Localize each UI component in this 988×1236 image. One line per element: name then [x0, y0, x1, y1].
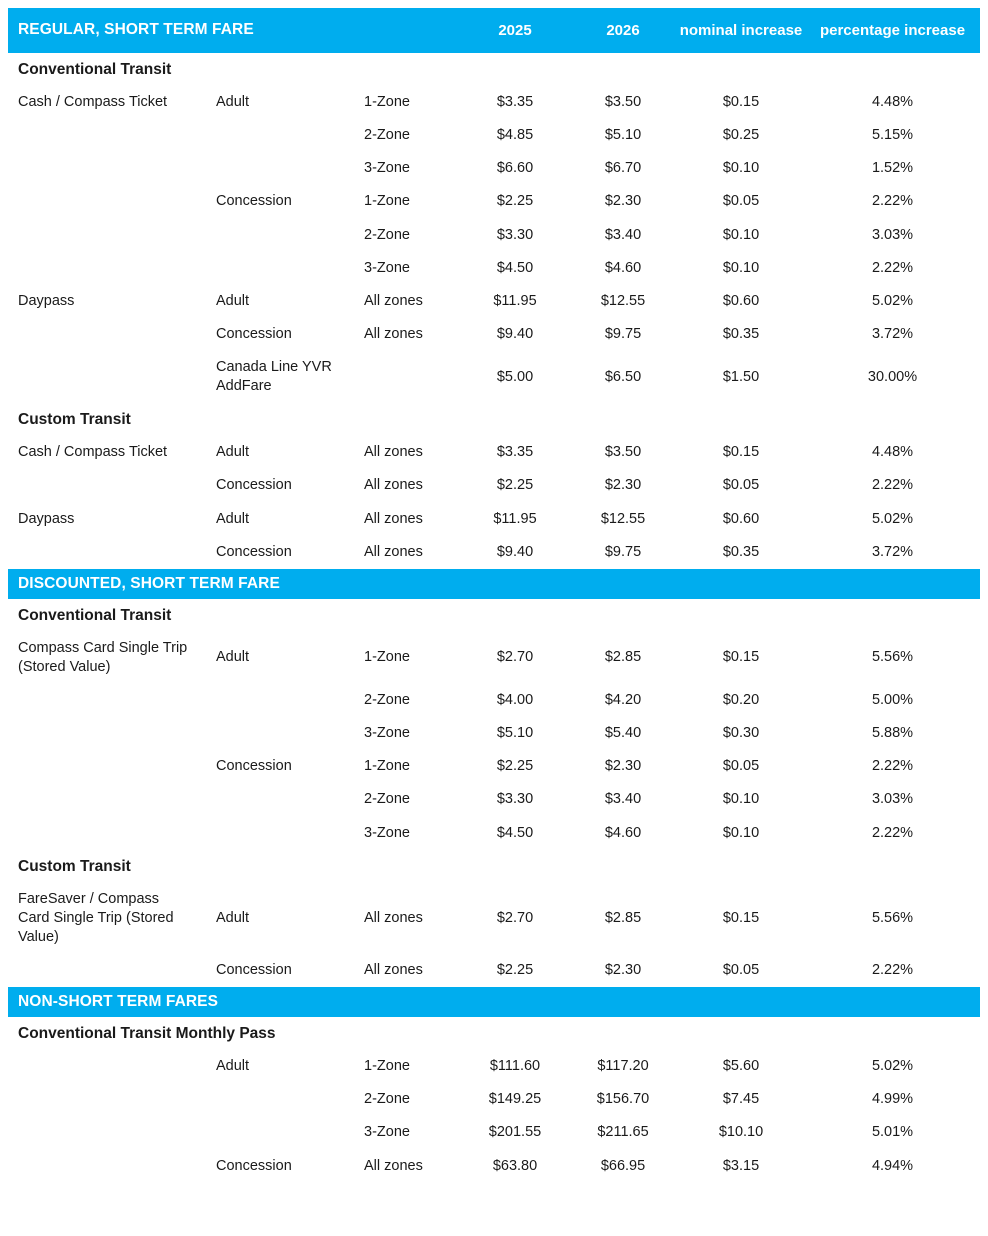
cell-zone: 2-Zone [364, 692, 410, 708]
cell-fare-2026: $6.70 [604, 160, 642, 177]
cell-percentage-increase: 5.56% [871, 649, 914, 666]
cell-nominal-increase: $0.15 [722, 94, 760, 110]
cell-fare-type [8, 783, 198, 816]
header-col-2026: 2026 [569, 8, 677, 53]
cell-percentage-increase: 5.56% [871, 909, 914, 926]
cell-fare-type [8, 717, 198, 750]
section-band-row [8, 987, 980, 1017]
cell-nominal-increase: $0.60 [722, 510, 760, 527]
cell-fare-2025: $6.60 [496, 160, 534, 177]
cell-zone: 3-Zone [364, 1124, 410, 1141]
subgroup-heading-row [8, 599, 980, 632]
cell-zone: 1-Zone [364, 1058, 410, 1075]
table-row [8, 632, 980, 684]
cell-nominal-increase: $0.15 [722, 444, 760, 461]
subgroup-heading-label: Conventional Transit Monthly Pass [18, 1025, 276, 1043]
header-col-2025: 2025 [461, 8, 569, 53]
cell-fare-2026: $2.85 [604, 909, 642, 926]
cell-fare-2026: $12.55 [600, 292, 646, 309]
cell-nominal-increase: $0.10 [722, 226, 760, 243]
table-header-bar [8, 8, 980, 53]
cell-percentage-increase: 4.48% [871, 444, 914, 461]
cell-fare-2025: $11.95 [493, 510, 537, 527]
cell-rider-category: Adult [216, 1058, 250, 1075]
header-section-title: REGULAR, SHORT TERM FARE [8, 8, 461, 53]
table-row [8, 883, 980, 954]
cell-fare-type [8, 1116, 198, 1149]
section-band-row [8, 569, 980, 599]
cell-fare-type [8, 469, 198, 502]
table-row [8, 351, 980, 403]
cell-fare-2026: $4.60 [604, 259, 642, 276]
cell-rider-category: Concession [216, 758, 292, 775]
cell-fare-2026: $2.30 [604, 962, 642, 978]
subgroup-heading-row [8, 53, 980, 86]
cell-nominal-increase: $0.05 [722, 758, 760, 775]
cell-fare-2026: $9.75 [604, 325, 642, 342]
cell-fare-2025: $4.50 [496, 259, 534, 276]
cell-fare-2025: $3.30 [496, 226, 534, 243]
table-row [8, 86, 980, 119]
cell-nominal-increase: $0.35 [722, 543, 760, 560]
cell-rider-category: Concession [216, 543, 292, 560]
cell-percentage-increase: 1.52% [871, 160, 914, 177]
cell-fare-type: Compass Card Single Trip (Stored Value) [18, 639, 188, 675]
cell-rider-category: Adult [216, 94, 250, 110]
cell-fare-2025: $3.35 [496, 94, 534, 110]
cell-nominal-increase: $0.10 [722, 259, 760, 276]
table-row [8, 1083, 980, 1116]
cell-percentage-increase: 3.03% [871, 226, 914, 243]
cell-zone [356, 351, 461, 403]
cell-nominal-increase: $0.05 [722, 477, 760, 494]
cell-fare-type: Cash / Compass Ticket [18, 94, 168, 110]
subgroup-heading-label: Custom Transit [18, 411, 131, 429]
cell-fare-2026: $2.85 [604, 649, 642, 666]
section-band-label: DISCOUNTED, SHORT TERM FARE [8, 569, 980, 599]
cell-fare-type [8, 185, 198, 218]
cell-nominal-increase: $0.10 [722, 160, 760, 177]
cell-nominal-increase: $7.45 [722, 1091, 760, 1108]
cell-zone: All zones [364, 962, 423, 978]
table-row [8, 185, 980, 218]
subgroup-heading-label: Conventional Transit [18, 61, 172, 78]
cell-zone: 1-Zone [364, 758, 410, 775]
cell-zone: 2-Zone [364, 127, 410, 144]
cell-rider-category [198, 1116, 356, 1149]
cell-zone: 1-Zone [364, 649, 410, 666]
cell-percentage-increase: 30.00% [867, 368, 918, 385]
table-row [8, 285, 980, 318]
cell-percentage-increase: 4.48% [871, 94, 914, 110]
cell-percentage-increase: 2.22% [871, 477, 914, 494]
cell-fare-2026: $3.50 [604, 94, 642, 110]
table-row [8, 318, 980, 351]
cell-percentage-increase: 4.94% [871, 1157, 914, 1174]
cell-rider-category: Concession [216, 962, 292, 978]
table-row [8, 783, 980, 816]
header-col-nominal-increase: nominal increase [677, 8, 805, 53]
cell-nominal-increase: $0.10 [722, 791, 760, 808]
cell-rider-category [198, 783, 356, 816]
cell-fare-2025: $201.55 [488, 1124, 542, 1141]
cell-zone: All zones [364, 292, 423, 309]
cell-fare-2025: $2.25 [496, 193, 534, 210]
cell-nominal-increase: $0.25 [722, 127, 760, 144]
cell-nominal-increase: $0.20 [722, 692, 760, 708]
cell-fare-2026: $2.30 [604, 477, 642, 494]
subgroup-heading-label: Custom Transit [18, 857, 131, 875]
cell-fare-2026: $4.60 [604, 824, 642, 841]
subgroup-heading-row [8, 403, 980, 436]
cell-percentage-increase: 3.72% [871, 543, 914, 560]
cell-fare-2025: $3.35 [496, 444, 534, 461]
cell-nominal-increase: $0.15 [722, 909, 760, 926]
cell-percentage-increase: 5.00% [871, 692, 914, 708]
cell-nominal-increase: $0.15 [722, 649, 760, 666]
cell-zone: 2-Zone [364, 1091, 410, 1108]
table-row [8, 954, 980, 987]
cell-zone: 2-Zone [364, 226, 410, 243]
cell-fare-2026: $5.40 [604, 725, 642, 742]
cell-fare-2026: $12.55 [600, 510, 646, 527]
cell-fare-2025: $4.50 [496, 824, 534, 841]
cell-nominal-increase: $0.30 [722, 725, 760, 742]
table-row [8, 152, 980, 185]
cell-fare-type [8, 750, 198, 783]
cell-fare-2025: $2.25 [496, 962, 534, 978]
cell-rider-category: Adult [216, 909, 250, 926]
cell-percentage-increase: 4.99% [871, 1091, 914, 1108]
cell-fare-type [8, 817, 198, 850]
subgroup-heading-label: Conventional Transit [18, 606, 172, 624]
cell-fare-2025: $9.40 [496, 325, 534, 342]
cell-fare-2026: $156.70 [596, 1091, 650, 1108]
cell-fare-type [8, 318, 198, 351]
cell-fare-2025: $111.60 [489, 1058, 541, 1075]
fare-table-body [8, 8, 980, 1183]
cell-zone: 1-Zone [364, 193, 410, 210]
cell-nominal-increase: $1.50 [722, 368, 760, 385]
subgroup-heading-row [8, 850, 980, 883]
table-row [8, 750, 980, 783]
cell-zone: 2-Zone [364, 791, 410, 808]
cell-rider-category: Adult [216, 292, 250, 309]
fare-table [8, 8, 980, 1183]
cell-fare-2025: $2.25 [496, 477, 534, 494]
cell-rider-category: Concession [216, 1157, 292, 1174]
cell-fare-2026: $2.30 [604, 758, 642, 775]
cell-zone: 3-Zone [364, 259, 410, 276]
cell-percentage-increase: 3.03% [871, 791, 914, 808]
cell-percentage-increase: 3.72% [871, 325, 914, 342]
cell-percentage-increase: 2.22% [871, 824, 914, 841]
cell-zone: All zones [364, 325, 423, 342]
cell-percentage-increase: 2.22% [871, 758, 914, 775]
cell-zone: 3-Zone [364, 725, 410, 742]
cell-rider-category [198, 152, 356, 185]
cell-nominal-increase: $5.60 [722, 1058, 760, 1075]
cell-fare-type: Daypass [18, 510, 75, 527]
cell-percentage-increase: 5.15% [871, 127, 914, 144]
cell-fare-type [8, 1050, 198, 1083]
cell-rider-category: Adult [216, 510, 250, 527]
cell-fare-2025: $2.70 [496, 909, 534, 926]
cell-fare-2026: $66.95 [600, 1157, 646, 1174]
table-row [8, 436, 980, 469]
cell-zone: 3-Zone [364, 160, 410, 177]
cell-percentage-increase: 5.01% [871, 1124, 914, 1141]
cell-nominal-increase: $0.05 [722, 962, 760, 978]
table-row [8, 717, 980, 750]
cell-fare-type [8, 684, 198, 717]
cell-fare-2025: $63.80 [492, 1157, 538, 1174]
cell-fare-2026: $4.20 [604, 692, 642, 708]
cell-fare-type [8, 152, 198, 185]
cell-fare-type: Daypass [18, 292, 75, 309]
cell-fare-2025: $5.00 [496, 368, 534, 385]
cell-rider-category [198, 684, 356, 717]
table-row [8, 1050, 980, 1083]
cell-fare-2026: $2.30 [604, 193, 642, 210]
cell-rider-category [198, 717, 356, 750]
cell-zone: All zones [364, 909, 423, 926]
cell-fare-type: FareSaver / Compass Card Single Trip (Stored Value) [18, 890, 174, 945]
cell-zone: All zones [364, 543, 423, 560]
cell-fare-2025: $4.00 [496, 692, 534, 708]
cell-percentage-increase: 5.02% [871, 510, 914, 527]
cell-nominal-increase: $10.10 [718, 1124, 764, 1141]
cell-fare-type [8, 1083, 198, 1116]
cell-fare-type [8, 219, 198, 252]
table-row [8, 1150, 980, 1183]
table-row [8, 817, 980, 850]
table-row [8, 469, 980, 502]
cell-fare-type [8, 954, 198, 987]
cell-zone: All zones [364, 1157, 423, 1174]
table-row [8, 684, 980, 717]
cell-zone: 1-Zone [364, 94, 410, 110]
cell-fare-type: Cash / Compass Ticket [18, 444, 168, 461]
cell-rider-category [198, 219, 356, 252]
cell-percentage-increase: 5.02% [871, 292, 914, 309]
cell-rider-category: Adult [216, 444, 250, 461]
table-row [8, 219, 980, 252]
cell-rider-category [198, 119, 356, 152]
cell-rider-category [198, 1083, 356, 1116]
cell-zone: All zones [364, 477, 423, 494]
cell-rider-category: Concession [216, 193, 292, 210]
cell-fare-2025: $2.25 [496, 758, 534, 775]
cell-percentage-increase: 2.22% [871, 193, 914, 210]
cell-rider-category: Concession [216, 325, 292, 342]
cell-fare-2026: $9.75 [604, 543, 642, 560]
cell-rider-category [198, 252, 356, 285]
cell-fare-2025: $149.25 [488, 1091, 542, 1108]
cell-fare-2026: $3.40 [604, 226, 642, 243]
cell-fare-2026: $3.50 [604, 444, 642, 461]
cell-zone: All zones [364, 510, 423, 527]
cell-fare-2025: $3.30 [496, 791, 534, 808]
cell-fare-type [8, 536, 198, 569]
cell-fare-type [8, 119, 198, 152]
table-row [8, 536, 980, 569]
cell-zone: All zones [364, 444, 423, 461]
cell-percentage-increase: 5.02% [871, 1058, 914, 1075]
cell-nominal-increase: $0.10 [722, 824, 760, 841]
cell-rider-category: Adult [216, 649, 250, 666]
cell-fare-type [8, 351, 198, 403]
cell-fare-type [8, 1150, 198, 1183]
cell-fare-2026: $117.20 [597, 1058, 649, 1075]
table-row [8, 1116, 980, 1149]
table-row [8, 503, 980, 536]
cell-rider-category [198, 817, 356, 850]
cell-fare-type [8, 252, 198, 285]
section-band-label: NON-SHORT TERM FARES [8, 987, 980, 1017]
cell-rider-category: Concession [216, 477, 292, 494]
cell-fare-2026: $5.10 [604, 127, 642, 144]
cell-fare-2025: $2.70 [496, 649, 534, 666]
cell-nominal-increase: $0.05 [722, 193, 760, 210]
cell-fare-2025: $11.95 [493, 292, 537, 309]
cell-fare-2025: $5.10 [496, 725, 534, 742]
cell-zone: 3-Zone [364, 824, 410, 841]
table-row [8, 119, 980, 152]
cell-nominal-increase: $3.15 [722, 1157, 760, 1174]
cell-fare-2026: $211.65 [597, 1124, 649, 1141]
cell-percentage-increase: 5.88% [871, 725, 914, 742]
table-row [8, 252, 980, 285]
cell-fare-2026: $6.50 [604, 368, 642, 385]
header-col-percentage-increase: percentage increase [805, 8, 980, 53]
cell-fare-2025: $9.40 [496, 543, 534, 560]
cell-percentage-increase: 2.22% [871, 259, 914, 276]
cell-nominal-increase: $0.60 [722, 292, 760, 309]
subgroup-heading-row [8, 1017, 980, 1050]
cell-fare-2026: $3.40 [604, 791, 642, 808]
cell-fare-2025: $4.85 [496, 127, 534, 144]
cell-percentage-increase: 2.22% [871, 962, 914, 978]
cell-rider-category: Canada Line YVR AddFare [216, 359, 332, 395]
cell-nominal-increase: $0.35 [722, 325, 760, 342]
